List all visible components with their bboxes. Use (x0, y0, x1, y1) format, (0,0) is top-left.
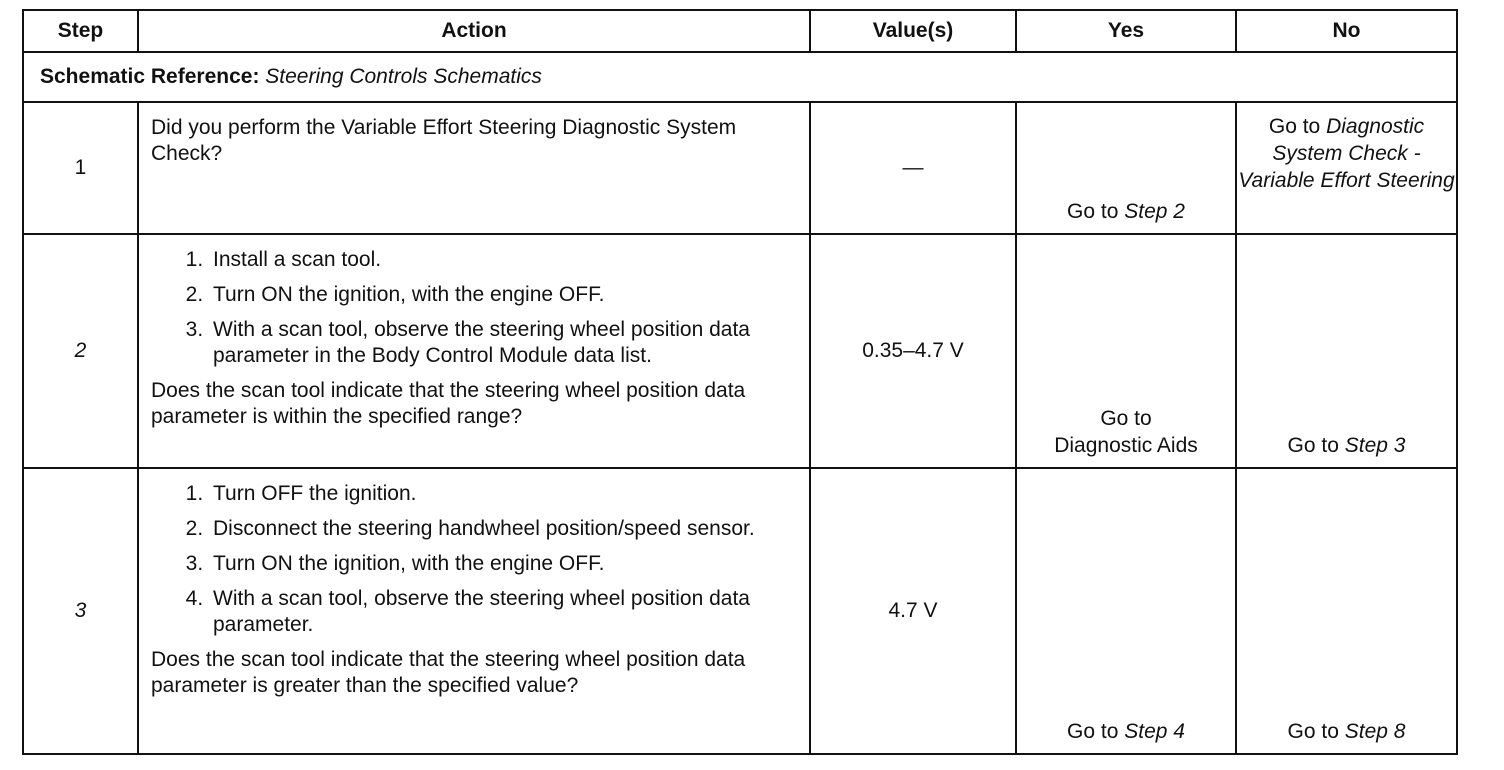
no-cell (1236, 234, 1457, 468)
action-cell (138, 234, 810, 468)
no-link[interactable]: Step 3 (1344, 434, 1406, 457)
substep: 4. With a scan tool, observe the steering wheel position data parameter. (209, 586, 799, 638)
no-prefix: Go to (1287, 720, 1339, 743)
substep: 3. With a scan tool, observe the steering wheel position data parameter in the Body Control Module data list. (209, 317, 799, 369)
action-cell (138, 102, 810, 234)
action-question: Did you perform the Variable Effort Steering Diagnostic System Check? (151, 116, 737, 165)
substep-list (151, 247, 799, 369)
no-cell (1236, 102, 1457, 234)
yes-link[interactable]: Step 4 (1124, 720, 1185, 743)
substep: 1. Turn OFF the ignition. (209, 481, 799, 507)
header-values: Value(s) (810, 10, 1016, 52)
value-cell: — (810, 102, 1016, 234)
header-row (23, 10, 1457, 52)
no-cell (1236, 468, 1457, 754)
yes-cell (1016, 234, 1236, 468)
no-prefix: Go to (1268, 115, 1321, 138)
substep: 2. Disconnect the steering handwheel position/speed sensor. (209, 516, 799, 542)
header-no: No (1236, 10, 1457, 52)
action-question: Does the scan tool indicate that the steering wheel position data parameter is within the specified range? (151, 379, 746, 428)
header-step: Step (23, 10, 138, 52)
schematic-reference (23, 52, 1457, 102)
schematic-row (23, 52, 1457, 102)
substep-list (151, 481, 799, 638)
yes-cell (1016, 102, 1236, 234)
no-prefix: Go to (1287, 434, 1339, 457)
substep: 1. Install a scan tool. (209, 247, 799, 273)
no-link[interactable]: Diagnostic System Check - Variable Effort Steering (1238, 115, 1455, 192)
substep: 2. Turn ON the ignition, with the engine OFF. (209, 282, 799, 308)
header-action: Action (138, 10, 810, 52)
action-cell (138, 468, 810, 754)
substep: 3. Turn ON the ignition, with the engine OFF. (209, 551, 799, 577)
yes-cell (1016, 468, 1236, 754)
yes-link[interactable]: Step 2 (1124, 200, 1185, 223)
diagnostic-table (22, 9, 1458, 755)
step-number: 3 (23, 468, 138, 754)
value-cell: 0.35–4.7 V (810, 234, 1016, 468)
yes-link[interactable]: Diagnostic Aids (1054, 434, 1198, 457)
table-row (23, 102, 1457, 234)
yes-prefix: Go to (1067, 200, 1119, 223)
table-row (23, 468, 1457, 754)
table-row (23, 234, 1457, 468)
no-link[interactable]: Step 8 (1344, 720, 1406, 743)
value-cell: 4.7 V (810, 468, 1016, 754)
yes-prefix: Go to (1100, 407, 1152, 430)
action-question: Does the scan tool indicate that the steering wheel position data parameter is greater than the specified value? (151, 648, 746, 697)
step-number: 1 (23, 102, 138, 234)
yes-prefix: Go to (1067, 720, 1119, 743)
step-number: 2 (23, 234, 138, 468)
schematic-link[interactable]: Steering Controls Schematics (265, 65, 542, 88)
header-yes: Yes (1016, 10, 1236, 52)
schematic-label: Schematic Reference: (40, 65, 260, 88)
